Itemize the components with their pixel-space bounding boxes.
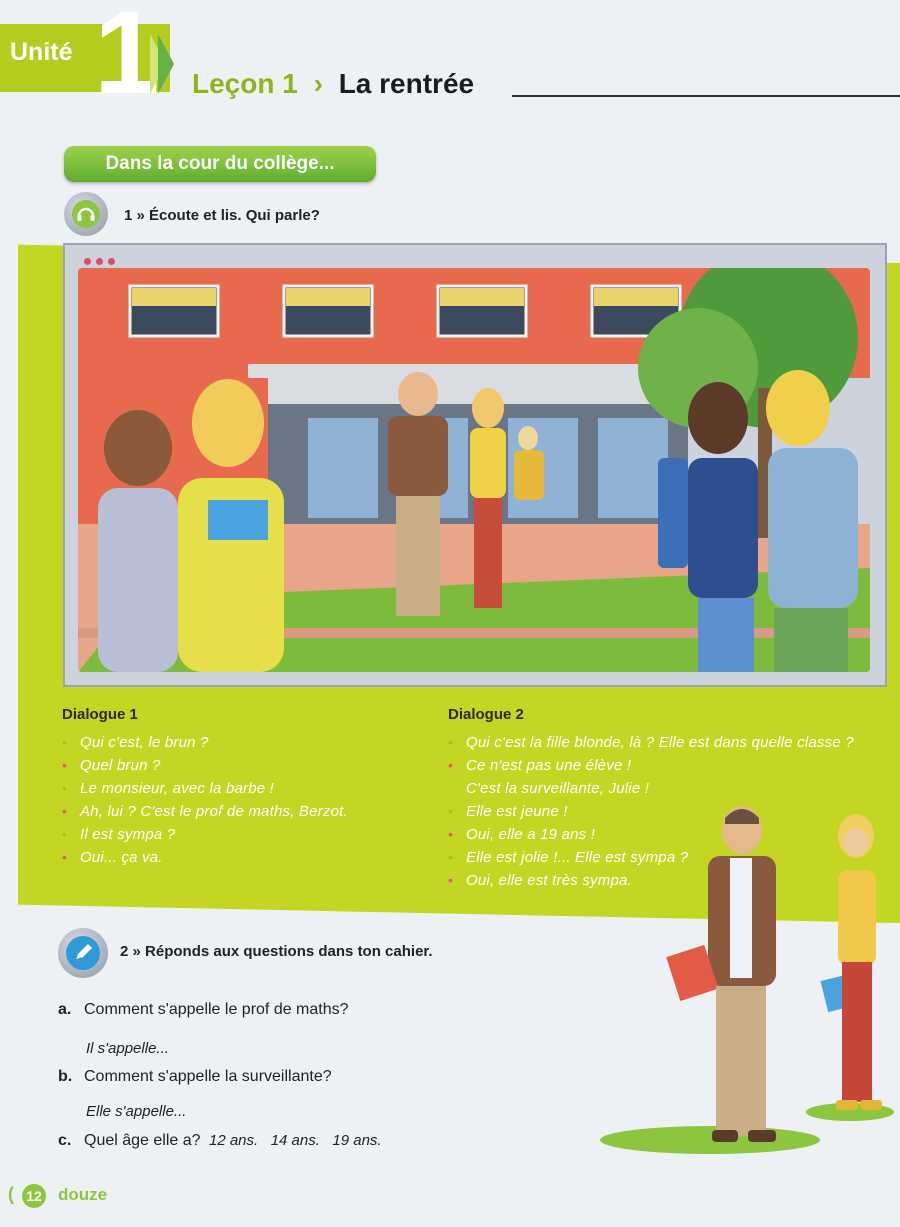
unit-label: Unité <box>10 38 73 66</box>
dialogue-line: • Qui c'est la fille blonde, là ? Elle est dans quelle classe ? <box>448 731 854 754</box>
dialogue-line: • Oui... ça va. <box>62 846 348 869</box>
question-letter: c. <box>58 1132 72 1149</box>
page-number-word: douze <box>58 1185 108 1204</box>
dialogue-line: • Le monsieur, avec la barbe ! <box>62 777 348 800</box>
chevron-icon <box>158 34 174 94</box>
bullet-icon: • <box>448 803 454 819</box>
headphones-icon <box>71 199 101 229</box>
dialogue-line: • Elle est jolie !... Elle est sympa ? <box>448 846 854 869</box>
bullet-icon: • <box>62 757 68 773</box>
listen-icon-badge <box>64 192 108 236</box>
lesson-heading <box>192 68 474 100</box>
unit-number: 1 <box>94 0 160 119</box>
exercise-1-number: 1 <box>124 207 133 224</box>
schoolyard-illustration <box>78 268 870 672</box>
bullet-icon: • <box>62 826 68 842</box>
write-icon-badge <box>58 928 108 978</box>
bullet-icon: • <box>62 734 68 750</box>
bullet-icon: • <box>448 826 454 842</box>
answer-options: 12 ans. 14 ans. 19 ans. <box>208 1132 382 1149</box>
dialogue-line: • Oui, elle a 19 ans ! <box>448 823 854 846</box>
exercise-1-marker: » <box>136 207 145 224</box>
lesson-separator: › <box>313 68 323 99</box>
exercise-2-instruction <box>120 943 433 960</box>
teacher-and-supervisor-illustration <box>580 800 900 1160</box>
lesson-label: Leçon 1 <box>192 68 298 99</box>
bullet-icon: • <box>62 849 68 865</box>
bullet-icon: • <box>62 780 68 796</box>
question-c <box>58 1132 382 1150</box>
dialogue-2-title: Dialogue 2 <box>448 706 524 723</box>
question-a <box>58 1001 349 1019</box>
bullet-icon: • <box>62 803 68 819</box>
exercise-2-marker: » <box>132 943 141 960</box>
question-text: Comment s'appelle le prof de maths? <box>84 1001 349 1018</box>
bullet-icon: • <box>448 734 454 750</box>
dialogue-line: • Elle est jeune ! <box>448 800 854 823</box>
dialogue-line: C'est la surveillante, Julie ! <box>466 780 650 797</box>
dialogue-line: • Quel brun ? <box>62 754 348 777</box>
footer-bracket: ( <box>8 1184 14 1204</box>
answer-prompt-a: Il s'appelle... <box>86 1040 169 1057</box>
dialogue-line: • Ce n'est pas une élève ! <box>448 754 854 777</box>
page-number-badge: 12 <box>22 1184 46 1208</box>
bullet-icon: • <box>448 849 454 865</box>
dialogue-line: • Ah, lui ? C'est le prof de maths, Berzot. <box>62 800 348 823</box>
question-letter: a. <box>58 1001 72 1018</box>
answer-prompt-b: Elle s'appelle... <box>86 1103 187 1120</box>
dialogue-line: • Il est sympa ? <box>62 823 348 846</box>
exercise-2-number: 2 <box>120 943 129 960</box>
title-rule <box>512 95 900 97</box>
lesson-title: La rentrée <box>338 68 475 99</box>
bullet-icon: • <box>448 872 454 888</box>
question-text: Quel âge elle a? <box>84 1132 201 1149</box>
question-letter: b. <box>58 1068 73 1085</box>
dialogue-1-lines <box>62 731 348 869</box>
dialogue-line: • Qui c'est, le brun ? <box>62 731 348 754</box>
exercise-1-text: Écoute et lis. Qui parle? <box>149 207 320 224</box>
pencil-icon <box>65 935 101 971</box>
section-pill: Dans la cour du collège... <box>64 146 376 182</box>
exercise-1-instruction <box>124 207 320 224</box>
dialogue-line: • Oui, elle est très sympa. <box>448 869 854 892</box>
dialogue-1-title: Dialogue 1 <box>62 706 138 723</box>
bullet-icon: • <box>448 757 454 773</box>
question-text: Comment s'appelle la surveillante? <box>84 1068 332 1085</box>
exercise-2-text: Réponds aux questions dans ton cahier. <box>145 943 433 960</box>
dialogue-1 <box>62 706 348 869</box>
question-b <box>58 1068 332 1086</box>
